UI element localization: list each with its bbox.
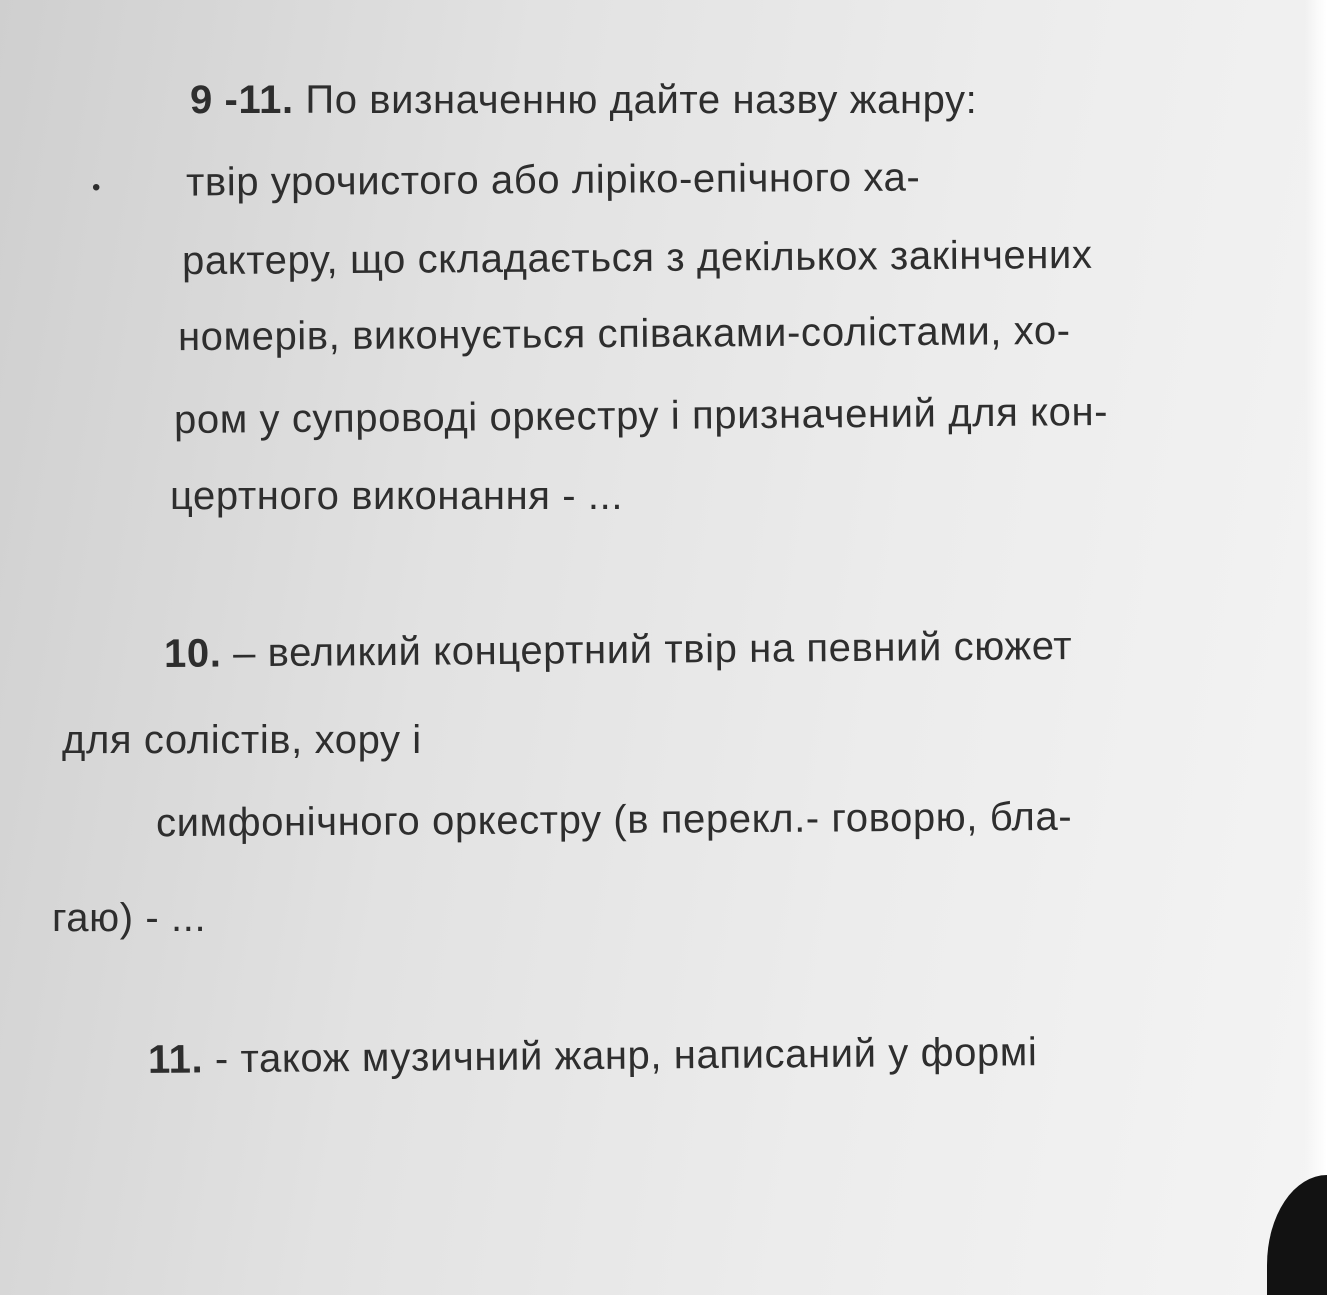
item-9-line-1: твір урочистого або ліріко-епічного ха- (185, 155, 921, 205)
item-10-line-1 (164, 622, 1073, 678)
item-9-line-5: цертного виконання - ... (170, 474, 624, 518)
dark-corner (1267, 1175, 1327, 1295)
item-9-line-2: рактеру, що складається з декількох закінчених (181, 232, 1093, 284)
task-instruction: По визначенню дайте назву жанру: (293, 78, 978, 122)
task-heading (190, 76, 977, 124)
item-10-line-3: симфонічного оркестру (в перекл.- говорю, бла- (155, 794, 1073, 846)
item-10-line-2: для солістів, хору і (62, 718, 422, 762)
bullet-marker: • (92, 174, 101, 201)
item-10-line-4: гаю) - ... (52, 896, 207, 940)
item-11-number: 11. (147, 1037, 204, 1082)
item-11-line-1 (148, 1028, 1038, 1084)
item-11-definition: - також музичний жанр, написаний у формі (203, 1030, 1038, 1082)
item-9-line-4: ром у супроводі оркестру і призначений для кон- (173, 389, 1109, 443)
item-9-line-3: номерів, виконується співаками-солістами, хо- (177, 308, 1071, 360)
item-10-number: 10. (163, 631, 222, 676)
item-10-definition: – великий концертний твір на певний сюжет (221, 624, 1073, 676)
task-number-range: 9 -11. (190, 78, 294, 122)
page-edge-highlight (1305, 0, 1327, 1180)
